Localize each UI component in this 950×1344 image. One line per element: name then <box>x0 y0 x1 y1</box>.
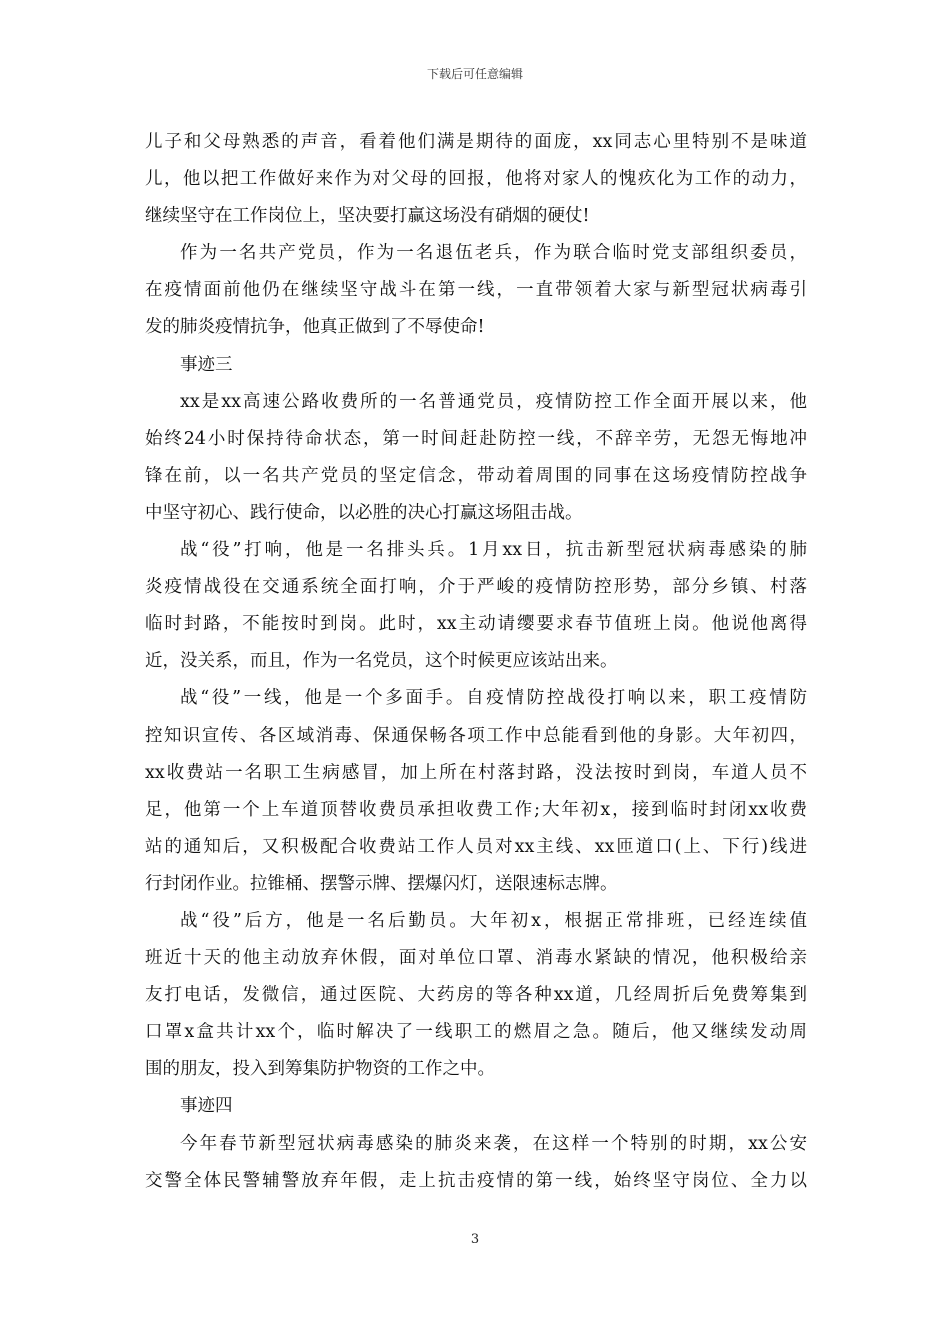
text-line: 近，没关系，而且，作为一名党员，这个时候更应该站出来。 <box>145 651 618 672</box>
text-line: 临时封路，不能按时到岗。此时，xx主动请缨要求春节值班上岗。他说他离得 <box>145 614 807 635</box>
text-line: xx是xx高速公路收费所的一名普通党员，疫情防控工作全面开展以来，他 <box>180 391 807 412</box>
text-line: 口罩x盒共计xx个，临时解决了一线职工的燃眉之急。随后，他又继续发动周 <box>145 1022 807 1043</box>
text-line: 行封闭作业。拉锥桶、摆警示牌、摆爆闪灯，送限速标志牌。 <box>145 873 618 894</box>
text-line: 足，他第一个上车道顶替收费员承担收费工作;大年初x，接到临时封闭xx收费 <box>145 799 807 820</box>
text-line: 发的肺炎疫情抗争，他真正做到了不辱使命! <box>145 317 485 338</box>
text-line: 战“役”打响，他是一名排头兵。1月xx日，抗击新型冠状病毒感染的肺 <box>180 540 807 561</box>
text-line: xx收费站一名职工生病感冒，加上所在村落封路，没法按时到岗，车道人员不 <box>145 762 807 783</box>
document-body <box>145 124 807 1200</box>
text-line: 战“役”后方，他是一名后勤员。大年初x，根据正常排班，已经连续值 <box>180 910 807 931</box>
text-line: 围的朋友，投入到筹集防护物资的工作之中。 <box>145 1059 495 1080</box>
text-line: 炎疫情战役在交通系统全面打响，介于严峻的疫情防控形势，部分乡镇、村落 <box>145 577 807 598</box>
page-header: 下载后可任意编辑 <box>426 67 523 81</box>
text-line: 站的通知后，又积极配合收费站工作人员对xx主线、xx匝道口(上、下行)线进 <box>145 836 807 857</box>
text-line: 儿，他以把工作做好来作为对父母的回报，他将对家人的愧疚化为工作的动力， <box>145 169 807 190</box>
text-line: 班近十天的他主动放弃休假，面对单位口罩、消毒水紧缺的情况，他积极给亲 <box>145 948 807 969</box>
text-line: 作为一名共产党员，作为一名退伍老兵，作为联合临时党支部组织委员， <box>180 243 807 264</box>
text-line: 事迹三 <box>180 354 233 375</box>
text-line: 始终24小时保持待命状态，第一时间赶赴防控一线，不辞辛劳，无怨无悔地冲 <box>145 428 807 449</box>
text-line: 事迹四 <box>180 1096 233 1117</box>
text-line: 今年春节新型冠状病毒感染的肺炎来袭，在这样一个特别的时期，xx公安 <box>180 1133 807 1154</box>
text-line: 友打电话，发微信，通过医院、大药房的等各种xx道，几经周折后免费筹集到 <box>145 985 807 1006</box>
text-line: 锋在前，以一名共产党员的坚定信念，带动着周围的同事在这场疫情防控战争 <box>145 465 807 486</box>
text-line: 战“役”一线，他是一个多面手。自疫情防控战役打响以来，职工疫情防 <box>180 688 807 709</box>
text-line: 儿子和父母熟悉的声音，看着他们满是期待的面庞，xx同志心里特别不是味道 <box>145 132 807 152</box>
text-line: 中坚守初心、践行使命，以必胜的决心打赢这场阻击战。 <box>145 502 583 523</box>
page-number: 3 <box>470 1232 480 1247</box>
text-line: 在疫情面前他仍在继续坚守战斗在第一线，一直带领着大家与新型冠状病毒引 <box>145 280 807 301</box>
text-line: 交警全体民警辅警放弃年假，走上抗击疫情的第一线，始终坚守岗位、全力以 <box>145 1170 807 1191</box>
text-line: 控知识宣传、各区域消毒、保通保畅各项工作中总能看到他的身影。大年初四， <box>145 725 807 746</box>
text-line: 继续坚守在工作岗位上，坚决要打赢这场没有硝烟的硬仗! <box>145 206 590 227</box>
